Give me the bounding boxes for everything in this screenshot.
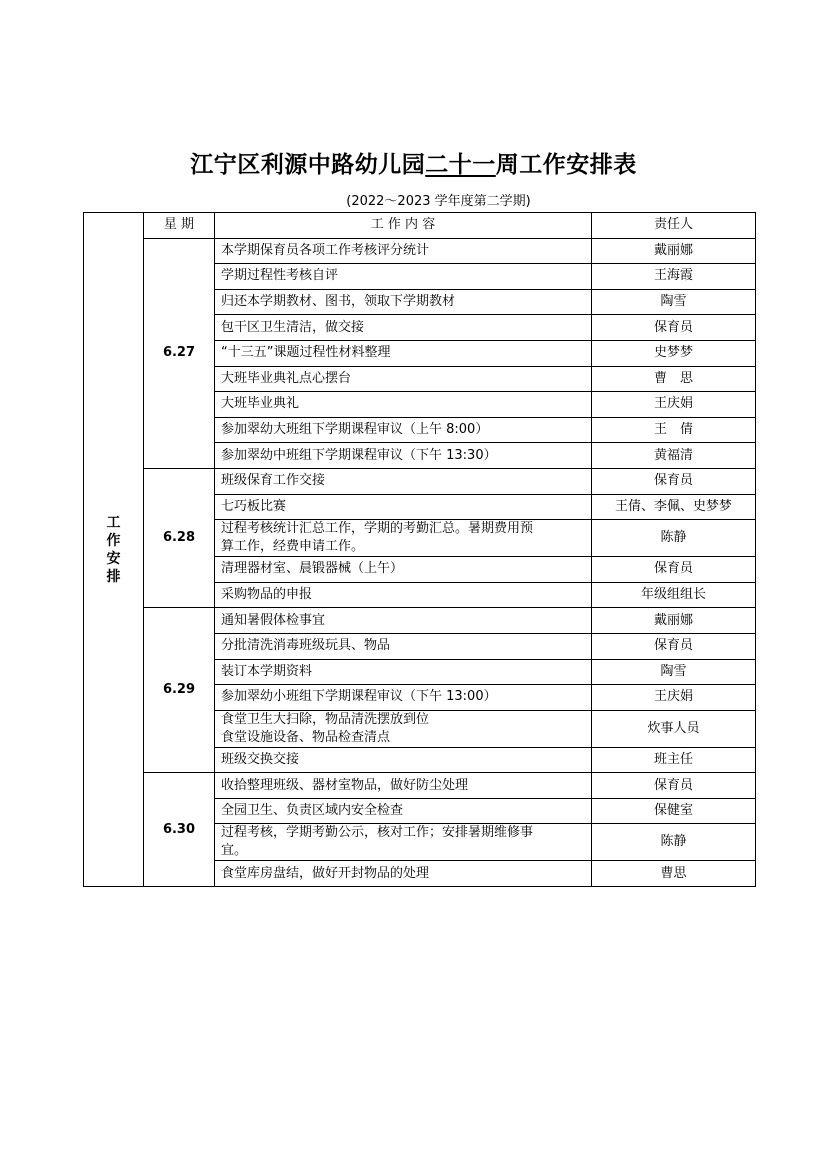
task-owner: 保育员	[592, 633, 756, 659]
header-owner: 责任人	[592, 213, 756, 239]
task-owner: 陶雪	[592, 289, 756, 315]
side-label-char: 工	[106, 514, 121, 531]
task-line: 参加翠幼中班组下学期课程审议（下午 13:30）	[221, 447, 497, 463]
table-row	[84, 468, 756, 494]
task-content	[215, 238, 592, 264]
date-cell: 6.30	[144, 773, 215, 887]
task-line: 全园卫生、负责区域内安全检查	[221, 803, 404, 819]
task-owner: 戴丽娜	[592, 238, 756, 264]
task-owner: 戴丽娜	[592, 608, 756, 634]
task-content	[215, 315, 592, 341]
task-content	[215, 520, 592, 557]
table-row	[84, 773, 756, 799]
side-label	[84, 213, 144, 887]
task-content	[215, 557, 592, 583]
task-content	[215, 468, 592, 494]
task-owner: 陈静	[592, 824, 756, 861]
task-content	[215, 747, 592, 773]
task-line: 过程考核统计汇总工作，学期的考勤汇总。暑期费用预	[221, 521, 534, 537]
task-line: 装订本学期资料	[221, 663, 313, 679]
task-line: 学期过程性考核自评	[221, 268, 339, 284]
task-line: 班级交换交接	[221, 751, 300, 767]
header-row	[84, 213, 756, 239]
task-content	[215, 264, 592, 290]
task-owner: 保育员	[592, 557, 756, 583]
task-content	[215, 710, 592, 747]
task-line: 过程考核，学期考勤公示，核对工作；安排暑期维修事	[221, 825, 534, 841]
task-line: 收拾整理班级、器材室物品，做好防尘处理	[221, 777, 469, 793]
task-owner: 王 倩	[592, 417, 756, 443]
title-suffix: 周工作安排表	[495, 152, 637, 178]
task-owner: 保育员	[592, 773, 756, 799]
task-owner: 陈静	[592, 520, 756, 557]
task-content	[215, 417, 592, 443]
side-label-char: 作	[106, 532, 121, 549]
task-content	[215, 392, 592, 418]
date-cell: 6.28	[144, 468, 215, 607]
task-line: 清理器材室、晨锻器械（上午）	[221, 561, 404, 577]
side-label-char: 排	[106, 568, 121, 585]
task-owner: 王海霞	[592, 264, 756, 290]
title-week: 二十一	[425, 152, 496, 178]
table-row	[84, 608, 756, 634]
task-content	[215, 659, 592, 685]
task-owner: 曹思	[592, 861, 756, 887]
task-owner: 史梦梦	[592, 340, 756, 366]
task-owner: 黄福清	[592, 443, 756, 469]
header-content: 工 作 内 容	[215, 213, 592, 239]
page-title	[0, 146, 827, 179]
task-line: 归还本学期教材、图书，领取下学期教材	[221, 294, 456, 310]
task-content	[215, 824, 592, 861]
task-line: 参加翠幼小班组下学期课程审议（下午 13:00）	[221, 689, 497, 705]
task-owner: 曹 思	[592, 366, 756, 392]
task-content	[215, 340, 592, 366]
task-content	[215, 861, 592, 887]
task-content	[215, 289, 592, 315]
task-line: 采购物品的申报	[221, 587, 313, 603]
table-row	[84, 238, 756, 264]
task-line: “十三五”课题过程性材料整理	[221, 345, 391, 361]
task-line: 大班毕业典礼点心摆台	[221, 370, 352, 386]
date-cell: 6.27	[144, 238, 215, 468]
task-line: 食堂库房盘结，做好开封物品的处理	[221, 865, 430, 881]
task-line: 七巧板比赛	[221, 498, 287, 514]
task-line: 算工作，经费申请工作。	[221, 539, 365, 555]
task-line: 班级保育工作交接	[221, 473, 326, 489]
task-owner: 保健室	[592, 798, 756, 824]
task-owner: 王庆娟	[592, 392, 756, 418]
task-content	[215, 773, 592, 799]
task-content	[215, 608, 592, 634]
date-cell: 6.29	[144, 608, 215, 773]
task-line: 食堂卫生大扫除，物品清洗摆放到位	[221, 711, 430, 727]
task-owner: 陶雪	[592, 659, 756, 685]
title-prefix: 江宁区利源中路幼儿园	[190, 152, 426, 178]
task-content	[215, 494, 592, 520]
task-owner: 保育员	[592, 468, 756, 494]
task-owner: 班主任	[592, 747, 756, 773]
task-content	[215, 633, 592, 659]
page-subtitle: (2022～2023 学年度第二学期)	[346, 194, 531, 209]
task-owner: 炊事人员	[592, 710, 756, 747]
task-owner: 保育员	[592, 315, 756, 341]
task-line: 本学期保育员各项工作考核评分统计	[221, 242, 430, 258]
task-line: 参加翠幼大班组下学期课程审议（上午 8:00）	[221, 422, 489, 438]
task-line: 食堂设施设备、物品检查清点	[221, 729, 391, 745]
task-content	[215, 582, 592, 608]
task-line: 分批清洗消毒班级玩具、物品	[221, 638, 391, 654]
side-label-char: 安	[106, 550, 121, 567]
task-content	[215, 685, 592, 711]
header-week: 星 期	[144, 213, 215, 239]
task-line: 包干区卫生清洁，做交接	[221, 319, 365, 335]
task-owner: 王倩、李佩、史梦梦	[592, 494, 756, 520]
task-owner: 年级组组长	[592, 582, 756, 608]
task-content	[215, 798, 592, 824]
task-line: 大班毕业典礼	[221, 396, 300, 412]
task-content	[215, 443, 592, 469]
schedule-table	[83, 212, 756, 887]
task-content	[215, 366, 592, 392]
task-line: 通知暑假体检事宜	[221, 612, 326, 628]
task-line: 宜。	[221, 843, 248, 859]
task-owner: 王庆娟	[592, 685, 756, 711]
